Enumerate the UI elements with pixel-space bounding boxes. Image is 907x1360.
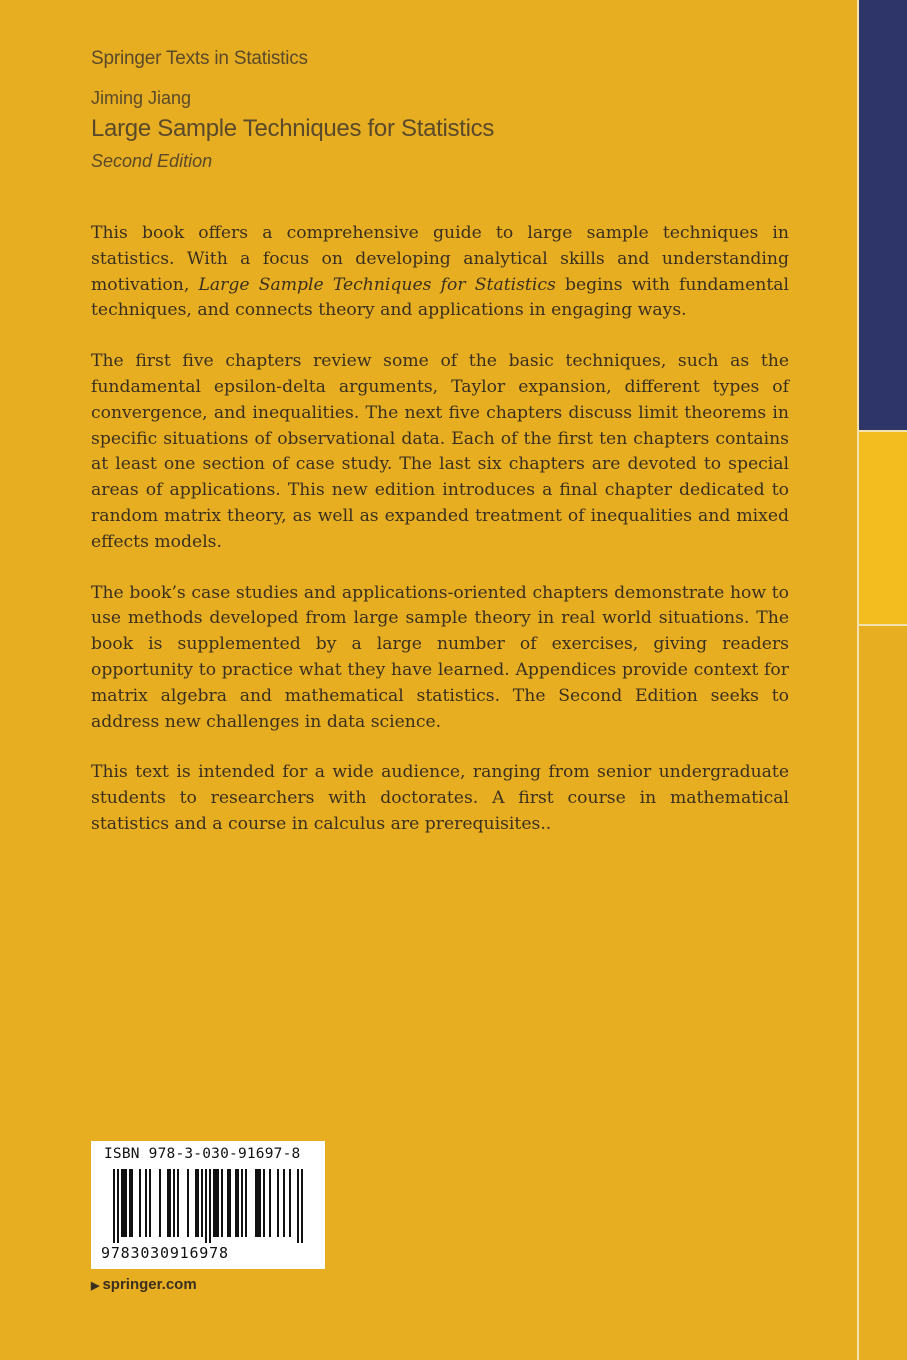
barcode-bar: [145, 1169, 147, 1237]
barcode-digits: 9783030916978: [101, 1244, 229, 1262]
series-name: Springer Texts in Statistics: [91, 48, 308, 69]
barcode-bar: [149, 1169, 151, 1237]
barcode-bar: [173, 1169, 175, 1237]
barcode-bar: [245, 1169, 247, 1237]
barcode-bar: [241, 1169, 243, 1237]
barcode-bar: [297, 1169, 299, 1243]
barcode-bar: [131, 1169, 133, 1237]
barcode-bar: [269, 1169, 271, 1237]
barcode-bar: [167, 1169, 169, 1237]
publisher-url-text: springer.com: [102, 1276, 197, 1293]
barcode-bar: [129, 1169, 131, 1237]
barcode-bar: [259, 1169, 261, 1237]
barcode-bar: [237, 1169, 239, 1237]
barcode-bar: [121, 1169, 123, 1237]
barcode-bar: [125, 1169, 127, 1237]
barcode-bar: [113, 1169, 115, 1243]
barcode-bar: [263, 1169, 265, 1237]
publisher-url: [91, 1276, 197, 1293]
barcode-bar: [235, 1169, 237, 1237]
barcode-bar: [255, 1169, 257, 1237]
barcode-bar: [283, 1169, 285, 1237]
blurb: [91, 221, 789, 863]
blurb-paragraph-3: The book’s case studies and applications-oriented chapters demonstrate how to use methods developed from large sample theory in real world situations. The book is supplemented by a large number of exercises, giving readers opportunity to practice what they have learned. Appendices provide context for matrix algebra and mathematical statistics. The Second Edition seeks to address new challenges in data science.: [91, 582, 789, 732]
spine-divider-upper: [857, 430, 907, 432]
blurb-p1-text: This book offers a comprehensive guide to large sample techniques in statistics. With a focus on developing analytical skills and understanding motivation,: [91, 223, 789, 295]
arrow-right-icon: ▶: [91, 1280, 100, 1292]
spine-navy-band: [857, 0, 907, 430]
book-title: Large Sample Techniques for Statistics: [91, 115, 495, 142]
barcode-bar: [187, 1169, 189, 1237]
blurb-paragraph-4: This text is intended for a wide audience, ranging from senior undergraduate students to researchers with doctorates. A first course in mathematical statistics and a course in calculus are prerequisites..: [91, 762, 789, 834]
isbn-label: ISBN 978-3-030-91697-8: [104, 1146, 301, 1162]
blurb-paragraph-2: The first five chapters review some of the basic techniques, such as the fundamental epsilon-delta arguments, Taylor expansion, different types of convergence, and inequalities. The next five chapters discuss limit theorems in specific situations of observational data. Each of the first ten chapters contains at least one section of case study. The last six chapters are devoted to special areas of applications. This new edition introduces a final chapter dedicated to random matrix theory, as well as expanded treatment of inequalities and mixed effects models.: [91, 351, 789, 552]
barcode-bars: [99, 1169, 317, 1243]
barcode-bar: [117, 1169, 119, 1243]
barcode-bar: [139, 1169, 141, 1237]
barcode-bar: [257, 1169, 259, 1237]
barcode-bar: [227, 1169, 229, 1237]
spine-divider-lower: [857, 624, 907, 626]
barcode-bar: [205, 1169, 207, 1243]
blurb-paragraph-1: [91, 221, 789, 324]
barcode-bar: [169, 1169, 171, 1237]
barcode-bar: [289, 1169, 291, 1237]
spine-yellow-band: [857, 430, 907, 625]
edition-label: Second Edition: [91, 151, 213, 171]
barcode-bar: [123, 1169, 125, 1237]
barcode-bar: [277, 1169, 279, 1237]
spine-divider: [857, 0, 859, 1360]
barcode-bar: [197, 1169, 199, 1237]
barcode-bar: [301, 1169, 303, 1243]
author-name: Jiming Jiang: [91, 88, 192, 108]
barcode-bar: [217, 1169, 219, 1237]
barcode-bar: [177, 1169, 179, 1237]
barcode-bar: [201, 1169, 203, 1237]
barcode-bar: [209, 1169, 211, 1243]
barcode-bar: [159, 1169, 161, 1237]
barcode-bar: [195, 1169, 197, 1237]
barcode: [91, 1141, 325, 1269]
spine-lower-band: [857, 625, 907, 1360]
barcode-bar: [215, 1169, 217, 1237]
barcode-bar: [213, 1169, 215, 1237]
blurb-p1-text-end: begins with fundamental techniques, and connects theory and applications in engaging ways.: [91, 274, 789, 321]
barcode-bar: [221, 1169, 223, 1237]
barcode-bar: [229, 1169, 231, 1237]
blurb-p1-title: Large Sample Techniques for Statistics: [198, 274, 556, 295]
